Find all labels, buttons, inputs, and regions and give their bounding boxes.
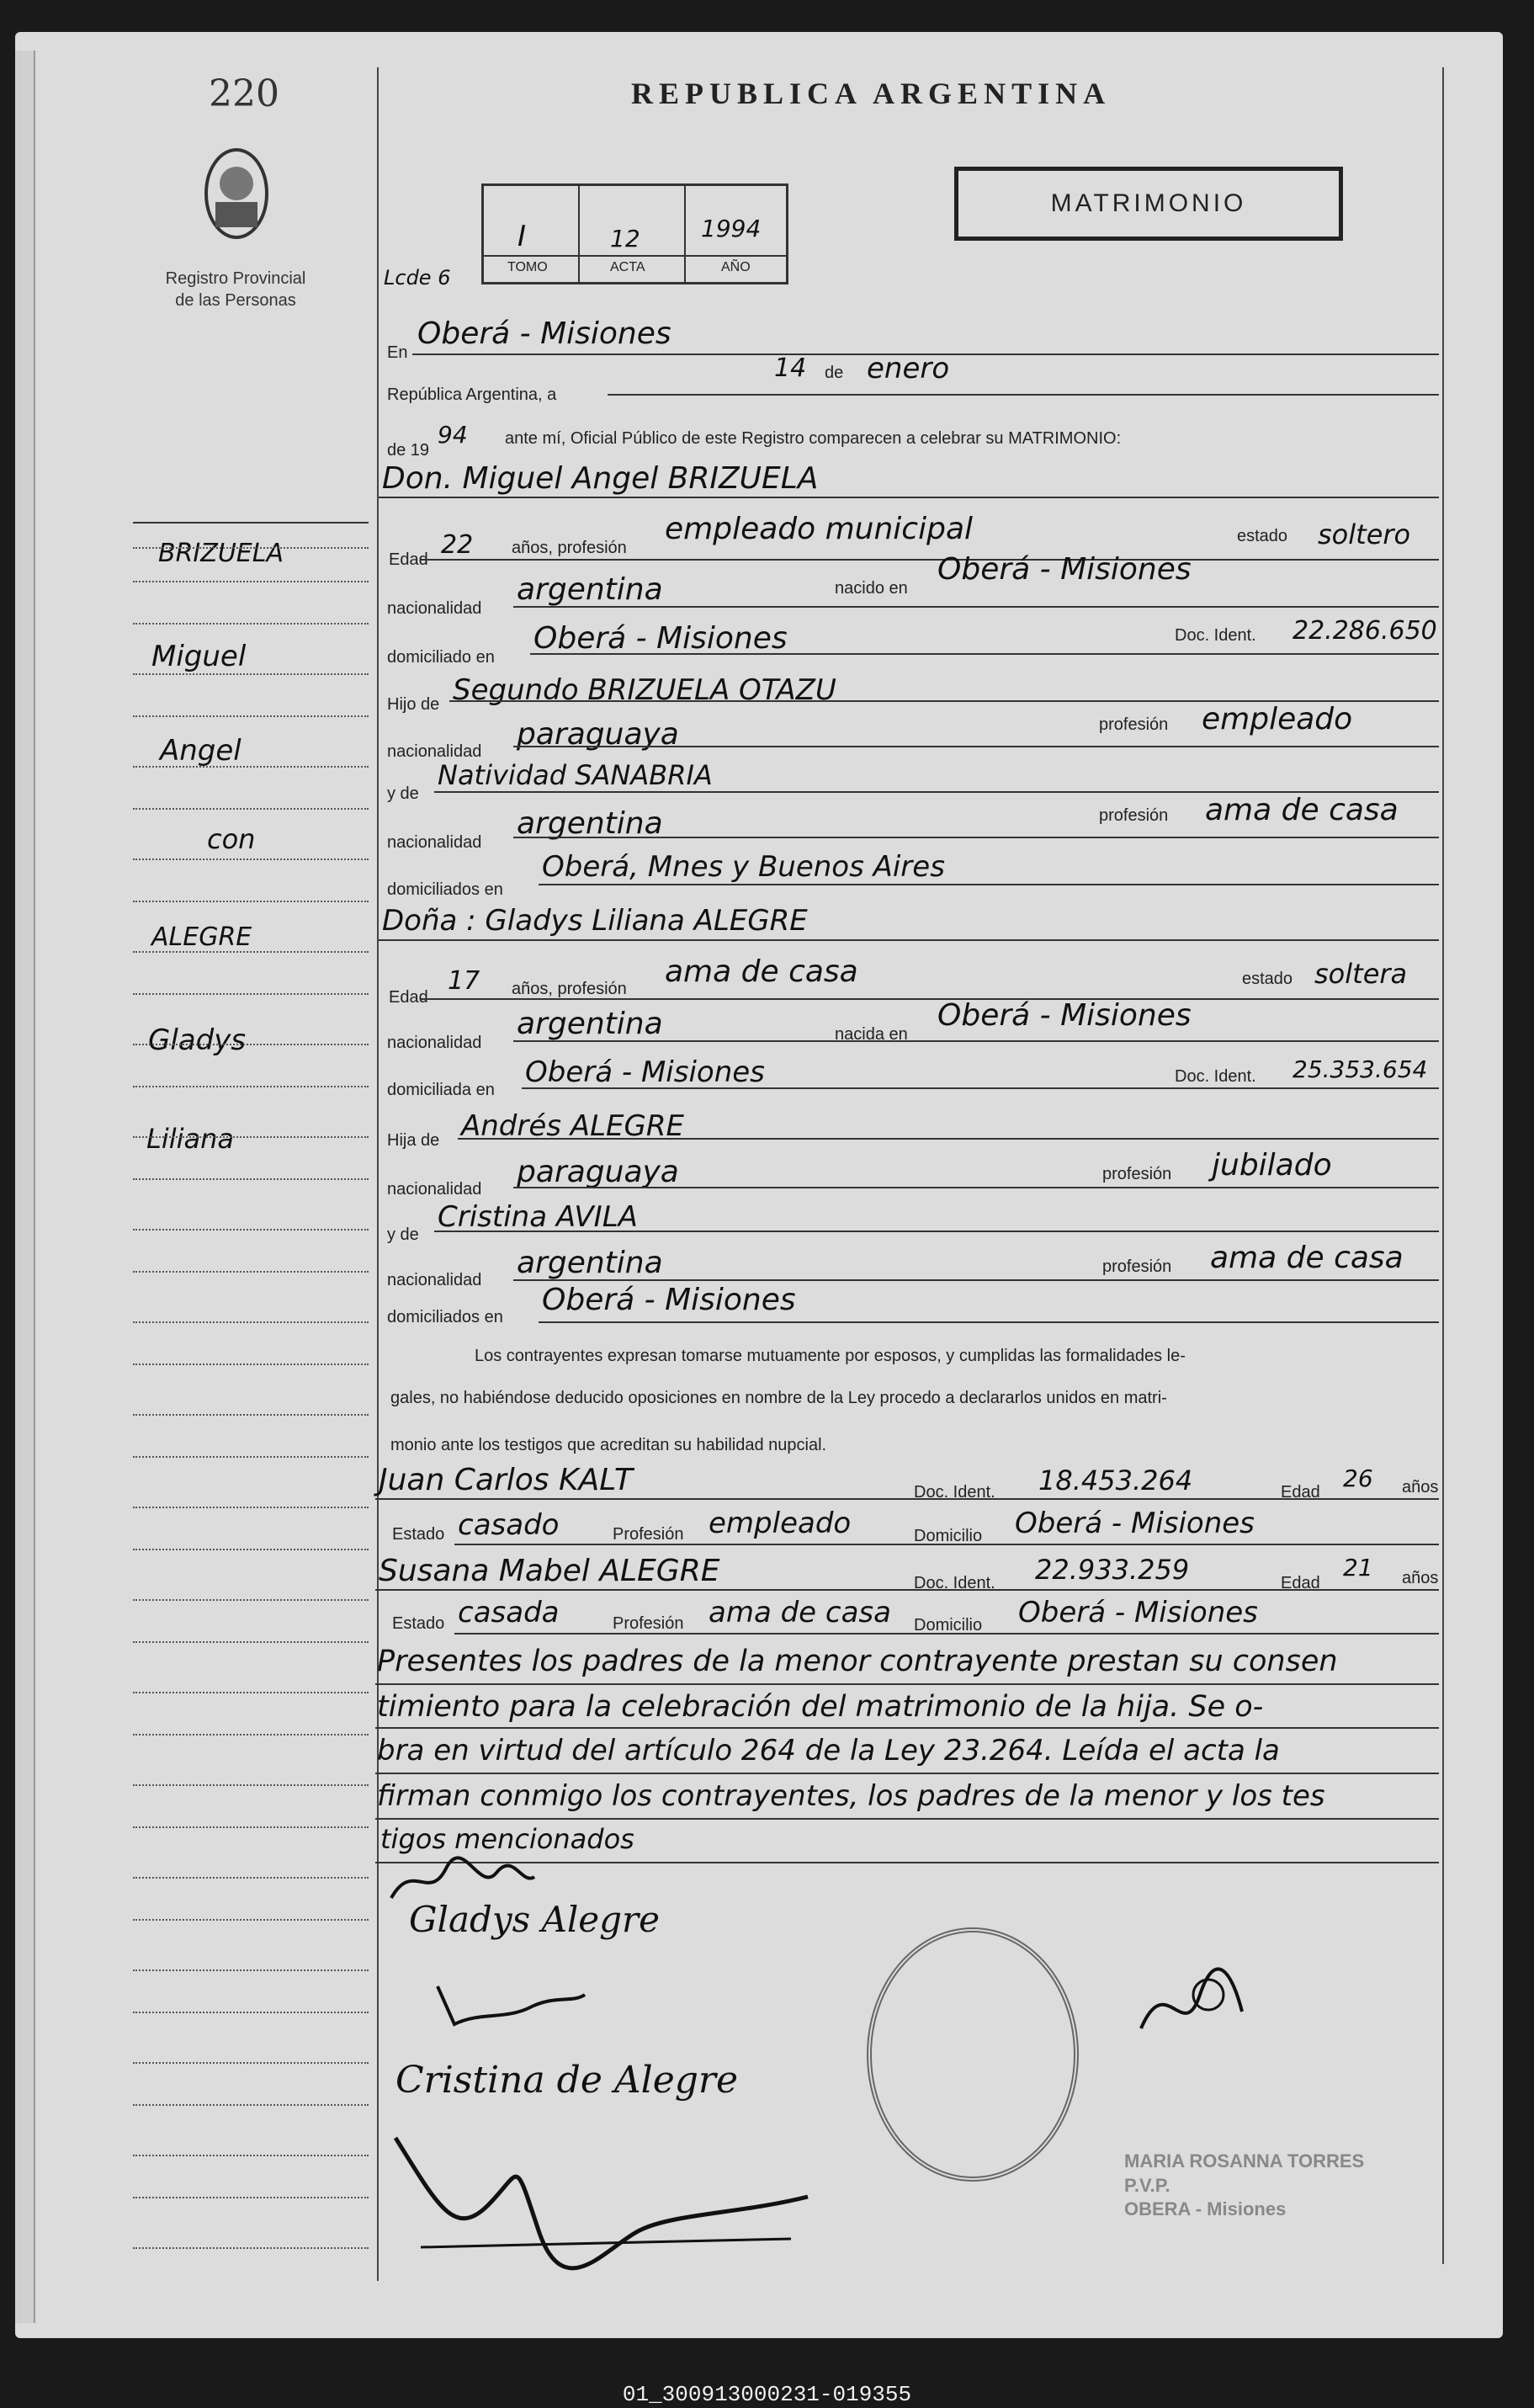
bride-mother: Cristina AVILA bbox=[438, 1200, 638, 1234]
father-signature-icon bbox=[429, 1978, 589, 2041]
label: profesión bbox=[1102, 1165, 1172, 1183]
witness2-doc: 22.933.259 bbox=[1035, 1554, 1190, 1586]
bride-title: Doña : Gladys Liliana ALEGRE bbox=[382, 904, 808, 938]
republica-label: República Argentina, a bbox=[387, 385, 557, 404]
label: Doc. Ident. bbox=[914, 1483, 995, 1502]
de19-label: de 19 bbox=[387, 441, 430, 460]
label: años bbox=[1402, 1569, 1439, 1587]
groom-father-nationality: paraguaya bbox=[517, 717, 679, 752]
label: profesión bbox=[1102, 1257, 1172, 1276]
ano-value: 1994 bbox=[701, 215, 762, 242]
bride-profession: ama de casa bbox=[665, 954, 858, 989]
groom-nationality: argentina bbox=[517, 572, 663, 607]
groom-estado: soltero bbox=[1318, 518, 1411, 550]
label: nacionalidad bbox=[387, 1034, 482, 1052]
document-type-box: MATRIMONIO bbox=[954, 167, 1343, 241]
declaration-line: monio ante los testigos que acreditan su habilidad nupcial. bbox=[390, 1436, 827, 1454]
year-value: 94 bbox=[438, 421, 468, 449]
label: Edad bbox=[1281, 1483, 1320, 1502]
groom-father: Segundo BRIZUELA OTAZU bbox=[453, 673, 836, 707]
groom-father-profession: empleado bbox=[1202, 702, 1353, 736]
margin-name: ALEGRE bbox=[151, 922, 252, 952]
ano-label: AÑO bbox=[721, 260, 751, 274]
appearance-sentence: ante mí, Oficial Público de este Registro comparecen a celebrar su MATRIMONIO: bbox=[505, 429, 1122, 448]
label: Profesión bbox=[613, 1525, 684, 1544]
en-label: En bbox=[387, 343, 408, 362]
margin-name: con bbox=[207, 823, 256, 855]
month-value: enero bbox=[867, 352, 950, 385]
label: nacionalidad bbox=[387, 833, 482, 852]
label: domiciliados en bbox=[387, 880, 503, 899]
notes-line: timiento para la celebración del matrimonio de la hija. Se o- bbox=[377, 1690, 1264, 1724]
bride-father: Andrés ALEGRE bbox=[461, 1109, 684, 1143]
notes-line: bra en virtud del artículo 264 de la Ley 23.264. Leída el acta la bbox=[377, 1734, 1280, 1767]
witness2-profession: ama de casa bbox=[709, 1596, 891, 1629]
label: Estado bbox=[392, 1614, 445, 1633]
label: Doc. Ident. bbox=[914, 1574, 995, 1592]
label: nacionalidad bbox=[387, 599, 482, 618]
bride-domicile: Oberá - Misiones bbox=[525, 1055, 765, 1089]
stamp-text: MARIA ROSANNA TORRES P.V.P. OBERA - Misiones bbox=[1124, 2150, 1365, 2220]
official-signature-icon bbox=[387, 2104, 825, 2277]
bride-doc: 25.353.654 bbox=[1292, 1055, 1428, 1083]
bride-estado: soltera bbox=[1314, 958, 1408, 990]
label: nacionalidad bbox=[387, 1180, 482, 1199]
bride-birthplace: Oberá - Misiones bbox=[937, 998, 1192, 1033]
witness2-domicile: Oberá - Misiones bbox=[1018, 1596, 1258, 1629]
label: años, profesión bbox=[512, 980, 627, 998]
groom-birthplace: Oberá - Misiones bbox=[937, 552, 1192, 587]
right-rule bbox=[1442, 67, 1444, 2264]
groom-age: 22 bbox=[441, 530, 474, 560]
mother-signature: Cristina de Alegre bbox=[395, 2059, 738, 2102]
ref-box bbox=[481, 183, 788, 284]
coat-of-arms-icon bbox=[202, 135, 271, 244]
notes-line: firman conmigo los contrayentes, los padres de la menor y los tes bbox=[377, 1779, 1325, 1813]
witness1-doc: 18.453.264 bbox=[1038, 1464, 1193, 1496]
margin-name: Liliana bbox=[146, 1123, 234, 1155]
groom-domicile: Oberá - Misiones bbox=[533, 621, 788, 656]
bride-mother-nationality: argentina bbox=[517, 1246, 663, 1280]
witness1-estado: casado bbox=[458, 1508, 560, 1542]
bride-signature: Gladys Alegre bbox=[409, 1899, 660, 1940]
bride-age: 17 bbox=[448, 966, 480, 996]
margin-name: BRIZUELA bbox=[158, 539, 284, 568]
acta-label: ACTA bbox=[610, 260, 645, 274]
label: domiciliada en bbox=[387, 1081, 495, 1099]
groom-profession: empleado municipal bbox=[665, 512, 974, 546]
label: nacida en bbox=[835, 1025, 908, 1044]
witness1-age: 26 bbox=[1343, 1464, 1373, 1492]
label: Doc. Ident. bbox=[1175, 1067, 1256, 1086]
label: Domicilio bbox=[914, 1616, 983, 1635]
initials-signature-icon bbox=[1133, 1961, 1250, 2058]
label: años, profesión bbox=[512, 539, 627, 557]
witness2-age: 21 bbox=[1343, 1554, 1373, 1581]
witness2-name: Susana Mabel ALEGRE bbox=[379, 1554, 720, 1588]
official-seal-icon bbox=[867, 1927, 1079, 2182]
de-label: de bbox=[825, 364, 844, 382]
label: Hijo de bbox=[387, 695, 440, 714]
label: Estado bbox=[392, 1525, 445, 1544]
bride-father-profession: jubilado bbox=[1212, 1148, 1332, 1183]
margin-name: Miguel bbox=[151, 640, 247, 673]
groom-mother: Natividad SANABRIA bbox=[438, 759, 713, 791]
label: Hija de bbox=[387, 1131, 440, 1150]
witness1-domicile: Oberá - Misiones bbox=[1015, 1507, 1255, 1540]
label: domiciliados en bbox=[387, 1308, 503, 1326]
label: nacionalidad bbox=[387, 742, 482, 761]
label: nacionalidad bbox=[387, 1271, 482, 1289]
file-id: 01_300913000231-019355 bbox=[622, 2382, 912, 2407]
label: Domicilio bbox=[914, 1527, 983, 1545]
label: Edad bbox=[1281, 1574, 1320, 1592]
witness2-estado: casada bbox=[458, 1596, 560, 1629]
tomo-label: TOMO bbox=[507, 260, 548, 274]
margin-name: Angel bbox=[160, 734, 242, 768]
bride-mother-profession: ama de casa bbox=[1210, 1241, 1404, 1275]
label: y de bbox=[387, 1225, 419, 1244]
page-title: REPUBLICA ARGENTINA bbox=[631, 77, 1112, 110]
witness1-name: Juan Carlos KALT bbox=[379, 1463, 633, 1497]
margin-name: Gladys bbox=[148, 1023, 247, 1057]
acta-value: 12 bbox=[610, 225, 640, 252]
register-page bbox=[15, 32, 1503, 2338]
groom-doc: 22.286.650 bbox=[1292, 616, 1437, 646]
registry-code: Lcde 6 bbox=[384, 266, 451, 290]
label: Edad bbox=[389, 988, 428, 1007]
label: domiciliado en bbox=[387, 648, 495, 667]
declaration-line: Los contrayentes expresan tomarse mutuamente por esposos, y cumplidas las formalidades le- bbox=[475, 1347, 1186, 1365]
notes-line: tigos mencionados bbox=[380, 1823, 634, 1855]
label: y de bbox=[387, 784, 419, 803]
groom-mother-nationality: argentina bbox=[517, 806, 663, 841]
day-value: 14 bbox=[774, 353, 807, 383]
bride-nationality: argentina bbox=[517, 1007, 663, 1041]
witness1-profession: empleado bbox=[709, 1507, 852, 1540]
label: Profesión bbox=[613, 1614, 684, 1633]
groom-title: Don. Miguel Angel BRIZUELA bbox=[382, 461, 819, 496]
registry-label: Registro Provincial de las Personas bbox=[165, 269, 306, 310]
label: años bbox=[1402, 1478, 1439, 1496]
bride-father-nationality: paraguaya bbox=[517, 1155, 679, 1189]
declaration-line: gales, no habiéndose deducido oposiciones en nombre de la Ley procedo a declararlos unidos en matri- bbox=[390, 1389, 1167, 1407]
city-value: Oberá - Misiones bbox=[417, 316, 671, 351]
margin-rule bbox=[377, 67, 379, 2281]
notes-line: Presentes los padres de la menor contrayente prestan su consen bbox=[377, 1645, 1338, 1678]
label: profesión bbox=[1099, 715, 1169, 734]
label: estado bbox=[1237, 527, 1288, 545]
binding-edge bbox=[15, 50, 35, 2323]
bride-parents-domicile: Oberá - Misiones bbox=[542, 1283, 796, 1317]
label: Doc. Ident. bbox=[1175, 626, 1256, 645]
label: nacido en bbox=[835, 579, 908, 598]
label: estado bbox=[1242, 970, 1293, 988]
label: Edad bbox=[389, 550, 428, 569]
groom-parents-domicile: Oberá, Mnes y Buenos Aires bbox=[542, 850, 945, 884]
label: profesión bbox=[1099, 806, 1169, 825]
groom-mother-profession: ama de casa bbox=[1205, 793, 1399, 827]
tomo-value: I bbox=[518, 220, 527, 253]
page-number: 220 bbox=[209, 72, 279, 115]
